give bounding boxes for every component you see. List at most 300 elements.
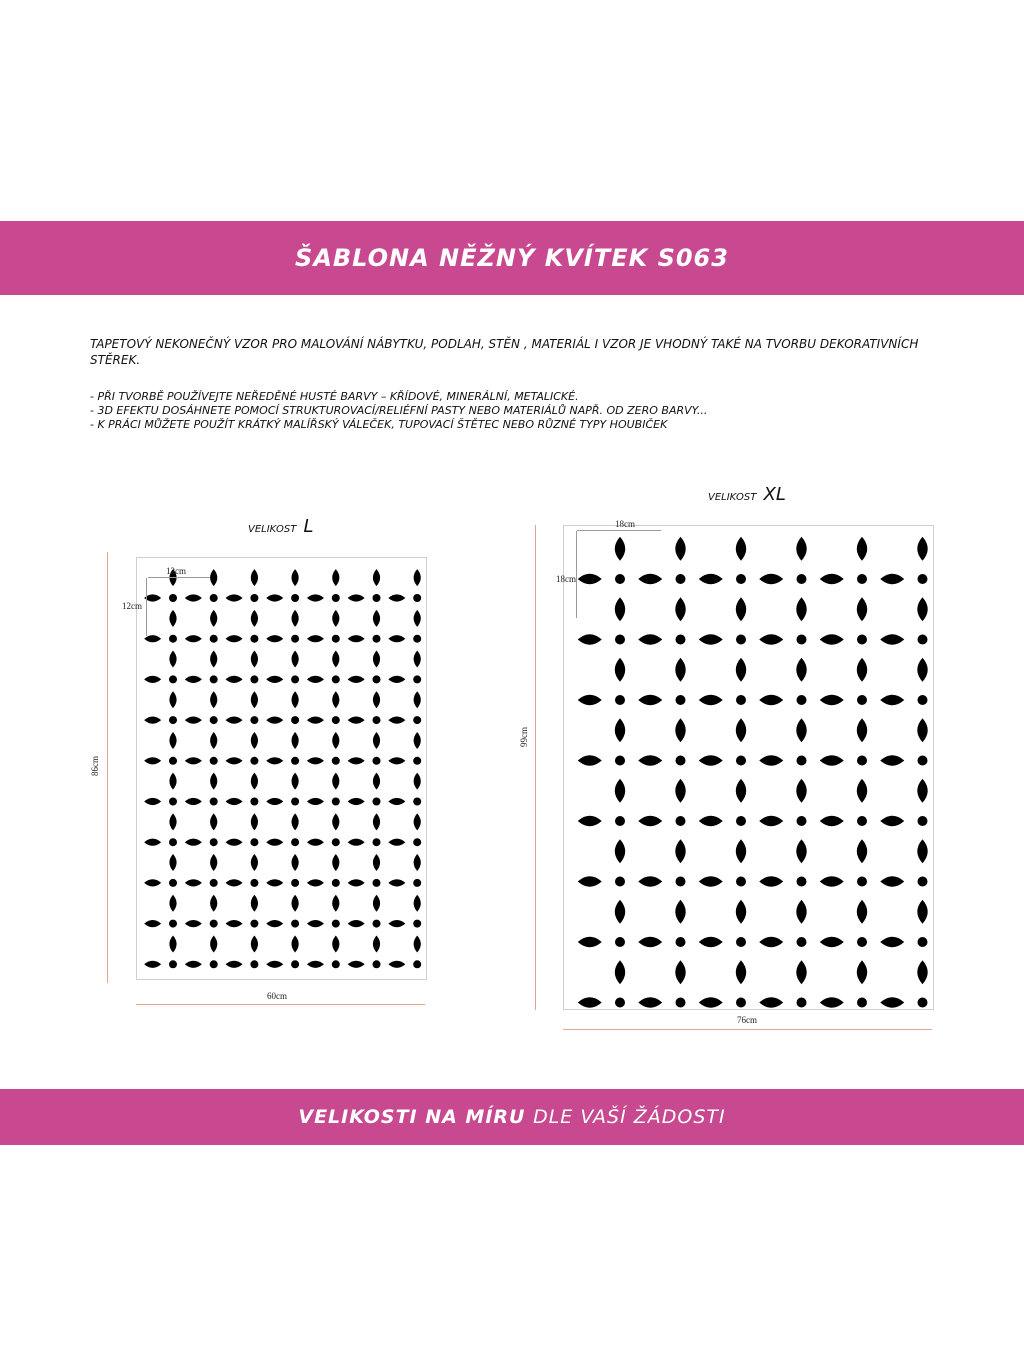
petal-shape — [736, 779, 746, 803]
petal-shape — [917, 960, 927, 984]
petal-shape — [796, 718, 806, 742]
flower-center-dot — [857, 574, 867, 584]
stencil-preview-xl — [563, 525, 934, 1010]
petal-shape — [638, 755, 662, 765]
flower-center-dot — [615, 937, 625, 947]
flower-center-dot — [857, 635, 867, 645]
petal-shape — [736, 960, 746, 984]
petal-shape — [348, 757, 365, 764]
flower-center-dot — [169, 798, 177, 806]
petal-shape — [699, 574, 723, 584]
petal-shape — [251, 895, 258, 912]
petal-shape — [820, 816, 844, 826]
flower-center-dot — [291, 879, 299, 887]
petal-shape — [675, 658, 685, 682]
flower-center-dot — [291, 838, 299, 846]
petal-shape — [307, 839, 324, 846]
petal-shape — [210, 935, 217, 952]
petal-shape — [820, 937, 844, 947]
flower-center-dot — [615, 635, 625, 645]
petal-shape — [578, 937, 602, 947]
flower-center-dot — [332, 716, 340, 724]
petal-shape — [226, 676, 243, 683]
petal-shape — [857, 718, 867, 742]
petal-shape — [675, 900, 685, 924]
petal-shape — [185, 798, 202, 805]
petal-shape — [185, 839, 202, 846]
petal-shape — [880, 634, 904, 644]
petal-shape — [307, 757, 324, 764]
flower-center-dot — [615, 877, 625, 887]
flower-center-dot — [210, 838, 218, 846]
flower-center-dot — [210, 920, 218, 928]
flower-center-dot — [736, 877, 746, 887]
petal-shape — [292, 895, 299, 912]
flower-center-dot — [250, 879, 258, 887]
petal-shape — [292, 854, 299, 871]
petal-shape — [388, 879, 405, 886]
petal-shape — [820, 634, 844, 644]
tip-item: - PŘI TVORBĚ POUŽÍVEJTE NEŘEDĚNÉ HUSTÉ BARVY – KŘÍDOVÉ, MINERÁLNÍ, METALICKÉ. — [90, 390, 579, 403]
petal-shape — [699, 876, 723, 886]
flower-center-dot — [210, 594, 218, 602]
petal-shape — [857, 537, 867, 561]
petal-shape — [169, 935, 176, 952]
title-band — [0, 221, 1024, 295]
petal-shape — [880, 997, 904, 1007]
flower-center-dot — [210, 635, 218, 643]
size-l-label — [248, 516, 314, 537]
flower-center-dot — [413, 838, 421, 846]
petal-shape — [675, 597, 685, 621]
petal-shape — [144, 961, 161, 968]
petal-shape — [820, 876, 844, 886]
petal-shape — [144, 635, 161, 642]
flower-center-dot — [291, 675, 299, 683]
petal-shape — [414, 732, 421, 749]
flower-center-dot — [857, 998, 867, 1008]
flower-center-dot — [676, 998, 686, 1008]
flower-center-dot — [736, 816, 746, 826]
flower-center-dot — [373, 920, 381, 928]
petal-shape — [736, 900, 746, 924]
petal-shape — [414, 813, 421, 830]
petal-shape — [820, 755, 844, 765]
petal-shape — [699, 997, 723, 1007]
petal-shape — [388, 635, 405, 642]
petal-shape — [699, 695, 723, 705]
height-dimension-line — [107, 552, 108, 983]
petal-shape — [169, 773, 176, 790]
custom-size-text: DLE VAŠÍ ŽÁDOSTI — [533, 1106, 726, 1128]
petal-shape — [332, 935, 339, 952]
flower-center-dot — [615, 998, 625, 1008]
tip-item: - 3D EFEKTU DOSÁHNETE POMOCÍ STRUKTUROVACÍ/RELIÉFNÍ PASTY NEBO MATERIÁLŮ NAPŘ. OD ZERO BARVY... — [90, 404, 708, 417]
flower-center-dot — [373, 635, 381, 643]
petal-shape — [144, 757, 161, 764]
petal-shape — [332, 895, 339, 912]
petal-shape — [373, 651, 380, 668]
description-intro: TAPETOVÝ NEKONEČNÝ VZOR PRO MALOVÁNÍ NÁBYTKU, PODLAH, STĚN , MATERIÁL I VZOR JE VHODNÝ TAKÉ NA TVORBU DEKORATIVNÍCH STĚREK. — [90, 337, 919, 367]
petal-shape — [348, 717, 365, 724]
petal-shape — [880, 876, 904, 886]
petal-shape — [251, 773, 258, 790]
petal-shape — [796, 839, 806, 863]
flower-center-dot — [797, 937, 807, 947]
petal-shape — [169, 610, 176, 627]
petal-shape — [210, 854, 217, 871]
petal-shape — [759, 755, 783, 765]
height-label-l: 86cm — [90, 756, 100, 776]
flower-center-dot — [332, 635, 340, 643]
flower-center-dot — [857, 816, 867, 826]
petal-shape — [226, 839, 243, 846]
petal-shape — [266, 839, 283, 846]
petal-shape — [638, 695, 662, 705]
page-title: ŠABLONA NĚŽNÝ KVÍTEK S063 — [295, 244, 729, 272]
petal-shape — [917, 537, 927, 561]
petal-shape — [414, 854, 421, 871]
petal-shape — [638, 937, 662, 947]
petal-shape — [185, 879, 202, 886]
flower-center-dot — [918, 695, 928, 705]
usage-tips — [90, 390, 950, 432]
flower-center-dot — [857, 756, 867, 766]
flower-center-dot — [797, 695, 807, 705]
flower-center-dot — [291, 798, 299, 806]
petal-shape — [373, 732, 380, 749]
petal-shape — [266, 594, 283, 601]
flower-center-dot — [373, 879, 381, 887]
flower-center-dot — [918, 756, 928, 766]
custom-size-bold: VELIKOSTI NA MÍRU — [298, 1106, 526, 1128]
size-xl-label — [708, 484, 786, 505]
tile-width-marker — [577, 530, 661, 531]
petal-shape — [373, 935, 380, 952]
petal-shape — [615, 900, 625, 924]
flower-center-dot — [291, 594, 299, 602]
petal-shape — [251, 813, 258, 830]
petal-shape — [638, 816, 662, 826]
petal-shape — [917, 718, 927, 742]
flower-center-dot — [210, 675, 218, 683]
petal-shape — [373, 610, 380, 627]
petal-shape — [759, 574, 783, 584]
flower-center-dot — [736, 695, 746, 705]
petal-shape — [226, 717, 243, 724]
flower-center-dot — [250, 594, 258, 602]
petal-shape — [185, 635, 202, 642]
flower-center-dot — [332, 594, 340, 602]
flower-center-dot — [373, 594, 381, 602]
petal-shape — [675, 718, 685, 742]
flower-center-dot — [797, 877, 807, 887]
petal-shape — [169, 651, 176, 668]
flower-center-dot — [373, 675, 381, 683]
petal-shape — [796, 960, 806, 984]
petal-shape — [307, 717, 324, 724]
petal-shape — [414, 895, 421, 912]
petal-shape — [615, 960, 625, 984]
flower-center-dot — [169, 635, 177, 643]
petal-shape — [857, 597, 867, 621]
petal-shape — [210, 773, 217, 790]
petal-shape — [210, 895, 217, 912]
petal-shape — [578, 574, 602, 584]
flower-center-dot — [413, 798, 421, 806]
flower-pattern-l — [137, 558, 426, 979]
petal-shape — [348, 798, 365, 805]
petal-shape — [820, 695, 844, 705]
petal-shape — [388, 798, 405, 805]
flower-center-dot — [169, 838, 177, 846]
flower-center-dot — [413, 675, 421, 683]
petal-shape — [857, 960, 867, 984]
petal-shape — [638, 997, 662, 1007]
flower-center-dot — [332, 757, 340, 765]
petal-shape — [226, 879, 243, 886]
flower-center-dot — [250, 675, 258, 683]
petal-shape — [759, 695, 783, 705]
petal-shape — [615, 718, 625, 742]
flower-center-dot — [291, 960, 299, 968]
flower-center-dot — [615, 816, 625, 826]
tile-width-marker — [148, 577, 210, 578]
petal-shape — [638, 876, 662, 886]
petal-shape — [414, 935, 421, 952]
petal-shape — [266, 961, 283, 968]
size-prefix: VELIKOST — [248, 524, 297, 535]
petal-shape — [210, 691, 217, 708]
petal-shape — [414, 610, 421, 627]
flower-center-dot — [332, 838, 340, 846]
petal-shape — [210, 732, 217, 749]
petal-shape — [820, 574, 844, 584]
petal-shape — [699, 937, 723, 947]
width-dimension-line — [136, 1004, 425, 1005]
petal-shape — [373, 895, 380, 912]
tile-height-xl: 18cm — [556, 574, 576, 584]
petal-shape — [266, 920, 283, 927]
petal-shape — [169, 854, 176, 871]
petal-shape — [857, 900, 867, 924]
petal-shape — [796, 779, 806, 803]
petal-shape — [917, 839, 927, 863]
flower-center-dot — [615, 695, 625, 705]
petal-shape — [857, 839, 867, 863]
petal-shape — [307, 920, 324, 927]
petal-shape — [144, 879, 161, 886]
petal-shape — [292, 610, 299, 627]
petal-shape — [615, 839, 625, 863]
flower-center-dot — [918, 937, 928, 947]
petal-shape — [388, 717, 405, 724]
petal-shape — [292, 651, 299, 668]
flower-center-dot — [676, 877, 686, 887]
petal-shape — [388, 920, 405, 927]
custom-size-band — [0, 1089, 1024, 1145]
flower-center-dot — [857, 937, 867, 947]
flower-center-dot — [736, 574, 746, 584]
petal-shape — [373, 773, 380, 790]
petal-shape — [307, 798, 324, 805]
petal-shape — [332, 813, 339, 830]
flower-center-dot — [413, 635, 421, 643]
petal-shape — [736, 658, 746, 682]
flower-center-dot — [797, 635, 807, 645]
flower-center-dot — [250, 920, 258, 928]
petal-shape — [266, 879, 283, 886]
flower-center-dot — [169, 594, 177, 602]
flower-center-dot — [373, 960, 381, 968]
flower-center-dot — [736, 937, 746, 947]
petal-shape — [414, 651, 421, 668]
petal-shape — [348, 920, 365, 927]
petal-shape — [307, 961, 324, 968]
petal-shape — [307, 879, 324, 886]
petal-shape — [578, 876, 602, 886]
petal-shape — [251, 732, 258, 749]
flower-center-dot — [918, 877, 928, 887]
petal-shape — [736, 718, 746, 742]
petal-shape — [388, 839, 405, 846]
petal-shape — [226, 635, 243, 642]
petal-shape — [675, 779, 685, 803]
petal-shape — [348, 879, 365, 886]
petal-shape — [332, 610, 339, 627]
flower-center-dot — [413, 960, 421, 968]
petal-shape — [292, 935, 299, 952]
petal-shape — [736, 839, 746, 863]
flower-center-dot — [797, 574, 807, 584]
petal-shape — [578, 755, 602, 765]
petal-shape — [638, 634, 662, 644]
petal-shape — [266, 798, 283, 805]
flower-center-dot — [291, 920, 299, 928]
flower-center-dot — [169, 879, 177, 887]
flower-center-dot — [676, 574, 686, 584]
petal-shape — [759, 876, 783, 886]
petal-shape — [266, 757, 283, 764]
petal-shape — [615, 597, 625, 621]
petal-shape — [917, 658, 927, 682]
flower-center-dot — [169, 716, 177, 724]
petal-shape — [699, 816, 723, 826]
flower-center-dot — [373, 716, 381, 724]
petal-shape — [578, 634, 602, 644]
petal-shape — [226, 920, 243, 927]
flower-center-dot — [169, 920, 177, 928]
petal-shape — [880, 574, 904, 584]
petal-shape — [796, 537, 806, 561]
flower-center-dot — [373, 757, 381, 765]
petal-shape — [615, 658, 625, 682]
petal-shape — [169, 691, 176, 708]
petal-shape — [266, 635, 283, 642]
petal-shape — [348, 839, 365, 846]
petal-shape — [578, 695, 602, 705]
petal-shape — [736, 537, 746, 561]
petal-shape — [578, 997, 602, 1007]
flower-center-dot — [413, 716, 421, 724]
petal-shape — [759, 634, 783, 644]
flower-center-dot — [250, 838, 258, 846]
petal-shape — [292, 569, 299, 586]
flower-center-dot — [291, 757, 299, 765]
petal-shape — [332, 854, 339, 871]
tile-height-marker — [576, 531, 577, 618]
petal-shape — [169, 732, 176, 749]
tip-item: - K PRÁCI MŮŽETE POUŽÍT KRÁTKÝ MALÍŘSKÝ VÁLEČEK, TUPOVACÍ ŠTĚTEC NEBO RŮZNÉ TYPY HOUBIČEK — [90, 418, 668, 431]
height-label-xl: 99cm — [519, 727, 529, 747]
flower-center-dot — [332, 920, 340, 928]
petal-shape — [266, 676, 283, 683]
flower-center-dot — [918, 816, 928, 826]
petal-shape — [348, 676, 365, 683]
width-label-xl: 76cm — [737, 1015, 757, 1025]
petal-shape — [210, 651, 217, 668]
petal-shape — [578, 816, 602, 826]
petal-shape — [699, 634, 723, 644]
petal-shape — [251, 691, 258, 708]
flower-center-dot — [676, 816, 686, 826]
petal-shape — [226, 961, 243, 968]
petal-shape — [292, 732, 299, 749]
flower-center-dot — [250, 960, 258, 968]
flower-center-dot — [413, 920, 421, 928]
petal-shape — [185, 594, 202, 601]
petal-shape — [615, 537, 625, 561]
flower-center-dot — [797, 816, 807, 826]
petal-shape — [880, 695, 904, 705]
flower-center-dot — [332, 798, 340, 806]
petal-shape — [675, 839, 685, 863]
petal-shape — [226, 594, 243, 601]
petal-shape — [292, 813, 299, 830]
petal-shape — [638, 574, 662, 584]
petal-shape — [615, 779, 625, 803]
flower-center-dot — [413, 757, 421, 765]
petal-shape — [144, 798, 161, 805]
flower-center-dot — [210, 757, 218, 765]
petal-shape — [759, 937, 783, 947]
flower-center-dot — [676, 635, 686, 645]
petal-shape — [144, 839, 161, 846]
height-dimension-line — [535, 525, 536, 1010]
flower-center-dot — [210, 798, 218, 806]
petal-shape — [796, 658, 806, 682]
flower-center-dot — [332, 960, 340, 968]
petal-shape — [796, 597, 806, 621]
flower-center-dot — [332, 879, 340, 887]
petal-shape — [332, 691, 339, 708]
petal-shape — [210, 569, 217, 586]
petal-shape — [675, 960, 685, 984]
petal-shape — [414, 691, 421, 708]
flower-center-dot — [291, 635, 299, 643]
petal-shape — [880, 937, 904, 947]
petal-shape — [796, 900, 806, 924]
petal-shape — [373, 813, 380, 830]
flower-center-dot — [332, 675, 340, 683]
petal-shape — [699, 755, 723, 765]
flower-center-dot — [918, 998, 928, 1008]
tile-width-xl: 18cm — [615, 519, 635, 529]
petal-shape — [169, 895, 176, 912]
petal-shape — [332, 651, 339, 668]
flower-center-dot — [918, 635, 928, 645]
petal-shape — [857, 779, 867, 803]
